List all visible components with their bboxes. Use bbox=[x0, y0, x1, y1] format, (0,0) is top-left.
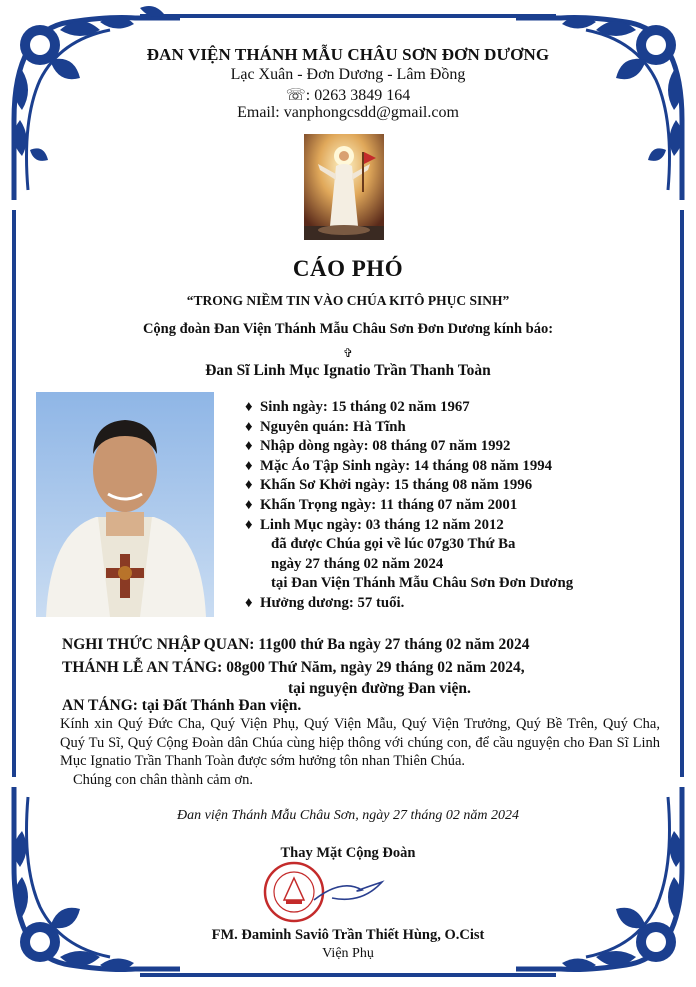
list-item: ♦ Khấn Trọng ngày: 11 tháng 07 năm 2001 bbox=[245, 496, 665, 516]
border-bottom-line bbox=[140, 973, 556, 977]
encoffining-ceremony: NGHI THỨC NHẬP QUAN: 11g00 thứ Ba ngày 27 tháng 02 năm 2024 bbox=[62, 636, 530, 653]
list-item-detail: đã được Chúa gọi về lúc 07g30 Thứ Ba bbox=[271, 536, 516, 553]
notice-motto: “TRONG NIỀM TIN VÀO CHÚA KITÔ PHỤC SINH” bbox=[186, 293, 510, 308]
phone-icon: ☏ bbox=[285, 87, 306, 104]
signer-role: Viện Phụ bbox=[322, 946, 374, 961]
bullet-icon: ♦ bbox=[245, 594, 253, 611]
bullet-icon: ♦ bbox=[245, 438, 253, 455]
monastery-name: ĐAN VIỆN THÁNH MẪU CHÂU SƠN ĐƠN DƯƠNG bbox=[146, 45, 550, 64]
bullet-icon: ♦ bbox=[245, 399, 253, 415]
on-behalf-label: Thay Mặt Cộng Đoàn bbox=[280, 845, 416, 861]
list-item: ♦ Mặc Áo Tập Sinh ngày: 14 tháng 08 năm 1994 bbox=[245, 457, 665, 477]
list-item: ♦ Hưởng dương: 57 tuổi. bbox=[245, 594, 665, 614]
list-item: ♦ Khấn Sơ Khởi ngày: 15 tháng 08 năm 1996 bbox=[245, 476, 665, 496]
thanks-line: Chúng con chân thành cảm ơn. bbox=[73, 772, 254, 788]
list-item: ♦ Nguyên quán: Hà Tĩnh bbox=[245, 418, 665, 438]
phone-number: : 0263 3849 164 bbox=[305, 87, 411, 104]
list-item-detail: tại Đan Viện Thánh Mẫu Châu Sơn Đơn Dương bbox=[271, 575, 574, 592]
monastery-phone bbox=[0, 85, 696, 105]
notice-title: CÁO PHÓ bbox=[292, 256, 404, 281]
monastery-email: Email: vanphongcsdd@gmail.com bbox=[237, 104, 459, 121]
bullet-icon: ♦ bbox=[245, 418, 253, 435]
deceased-portrait bbox=[36, 392, 214, 617]
list-item-detail: ngày 27 tháng 02 năm 2024 bbox=[271, 555, 444, 572]
deceased-name: Đan Sĩ Linh Mục Ignatio Trần Thanh Toàn bbox=[205, 362, 491, 379]
signer-name: FM. Đaminh Saviô Trần Thiết Hùng, O.Cist bbox=[211, 927, 485, 943]
bullet-icon: ♦ bbox=[245, 516, 253, 533]
place-and-date: Đan viện Thánh Mẫu Châu Sơn, ngày 27 tháng 02 năm 2024 bbox=[177, 808, 519, 823]
bullet-icon: ♦ bbox=[245, 457, 253, 474]
monastery-address: Lạc Xuân - Đơn Dương - Lâm Đồng bbox=[230, 66, 466, 83]
risen-christ-image bbox=[304, 134, 384, 240]
list-item: ♦ Linh Mục ngày: 03 tháng 12 năm 2012 bbox=[245, 516, 665, 536]
prayer-request: Kính xin Quý Đức Cha, Quý Viện Phụ, Quý Viện Mẫu, Quý Viện Trưởng, Quý Bề Trên, Quý Cha, Quý Tu Sĩ, Quý Cộng Đoàn dân Chúa cùng hiệp thông với chúng con, để cầu nguyện cho Đan Sĩ Linh Mục Ignatio Trần Thanh Toàn được sớm hưởng tôn nhan Thiên Chúa. bbox=[60, 716, 660, 769]
bullet-icon: ♦ bbox=[245, 477, 253, 494]
seal-stamp bbox=[262, 860, 402, 924]
list-item: ♦ Nhập dòng ngày: 08 tháng 07 năm 1992 bbox=[245, 437, 665, 457]
border-top-line bbox=[140, 14, 556, 18]
cross-icon: ✞ bbox=[342, 346, 354, 360]
bullet-icon: ♦ bbox=[245, 496, 253, 513]
notice-announcement: Cộng đoàn Đan Viện Thánh Mẫu Châu Sơn Đơn Dương kính báo: bbox=[142, 321, 554, 337]
biography-list bbox=[245, 398, 665, 614]
burial-info: AN TÁNG: tại Đất Thánh Đan viện. bbox=[62, 697, 302, 714]
funeral-mass-place: tại nguyện đường Đan viện. bbox=[288, 680, 471, 697]
funeral-mass: THÁNH LỄ AN TÁNG: 08g00 Thứ Năm, ngày 29 tháng 02 năm 2024, bbox=[62, 659, 525, 676]
list-item: ♦ Sinh ngày: 15 tháng 02 năm 1967 bbox=[245, 398, 665, 418]
